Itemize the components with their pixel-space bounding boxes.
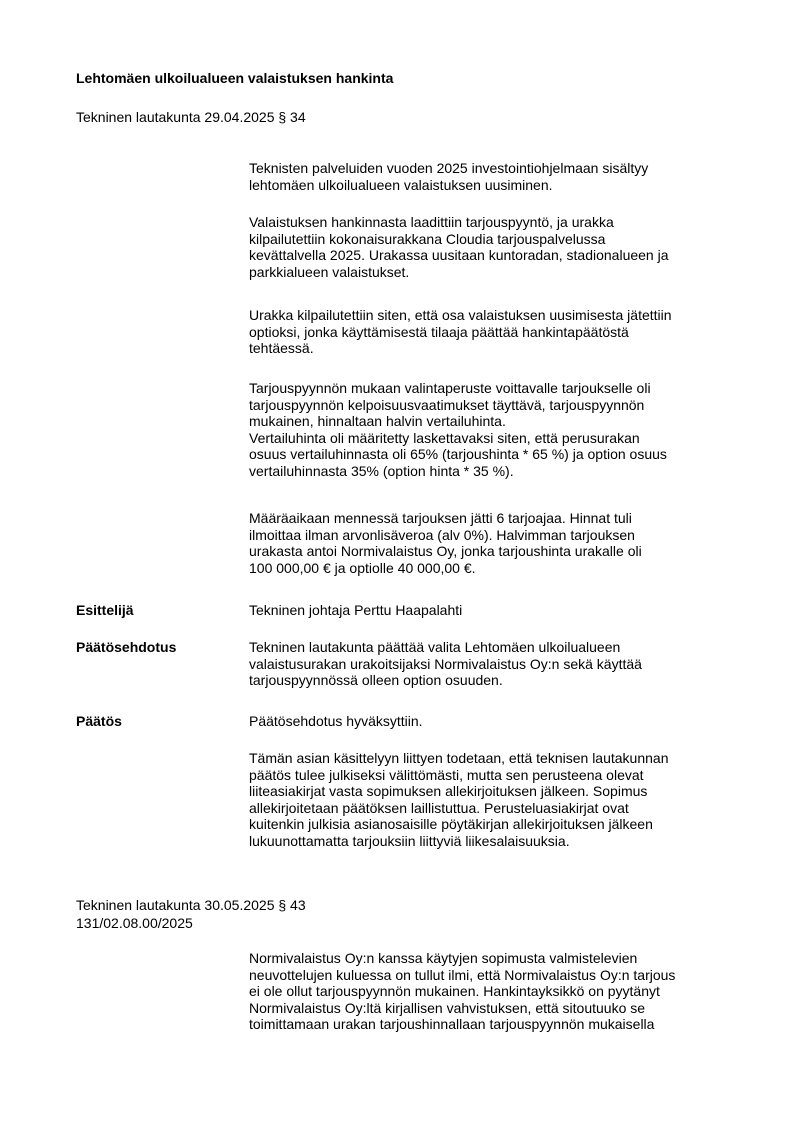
paragraph-decision-note (249, 750, 739, 849)
text-line: Tekninen lautakunta päättää valita Lehtomäen ulkoilualueen (249, 639, 621, 655)
document-title: Lehtomäen ulkoilualueen valaistuksen hankinta (76, 70, 394, 86)
paragraph-offers (249, 510, 739, 576)
meeting-header-1: Tekninen lautakunta 29.04.2025 § 34 (76, 109, 306, 125)
text-line: neuvottelujen kuluessa on tullut ilmi, että Normivalaistus Oy:n tarjous (249, 966, 676, 983)
text-line: Tarjouspyynnön mukaan valintaperuste voittavalle tarjoukselle oli (249, 380, 651, 396)
text-line: vertailuhinnasta 35% (option hinta * 35 %). (249, 462, 514, 479)
case-number: 131/02.08.00/2025 (76, 915, 193, 931)
text-line: tarjouspyynnössä olleen option osuuden. (249, 672, 503, 688)
text-line: toimittamaan urakan tarjoushinnallaan tarjouspyynnön mukaisella (249, 1016, 655, 1032)
text-line: mukainen, hinnaltaan halvin vertailuhinta. (249, 413, 506, 429)
text-line: tarjouspyynnön kelpoisuusvaatimukset täyttävä, tarjouspyynnön (249, 396, 645, 413)
text-line: lukuunottamatta tarjouksiin liittyviä liikesalaisuuksia. (249, 832, 570, 849)
text-line: parkkialueen valaistukset. (249, 263, 410, 280)
paragraph-investment (249, 160, 739, 193)
text-line: tehtäessä. (249, 340, 314, 356)
proposal-text (249, 639, 739, 689)
paragraph-criteria (249, 380, 739, 479)
text-line: Teknisten palveluiden vuoden 2025 investointiohjelmaan sisältyy (249, 160, 649, 176)
text-line: Normivalaistus Oy:n kanssa käytyjen sopimusta valmistelevien (249, 950, 638, 966)
text-line: kuitenkin julkisia asianosaisille pöytäkirjan allekirjoituksen jälkeen (249, 816, 653, 832)
text-line: lehtomäen ulkoilualueen valaistuksen uusiminen. (249, 176, 553, 193)
text-line: Tekninen johtaja Perttu Haapalahti (249, 602, 463, 618)
text-line: allekirjoitetaan päätöksen laillistuttua. Perusteluasiakirjat ovat (249, 799, 629, 816)
decision-text (249, 713, 739, 730)
presenter-label: Esittelijä (76, 602, 134, 618)
text-line: optioksi, jonka käyttämisestä tilaaja päättää hankintapäätöstä (249, 323, 629, 340)
text-line: ilmoittaa ilman arvonlisäveroa (alv 0%). Halvimman tarjouksen (249, 526, 635, 543)
paragraph-option (249, 307, 739, 357)
paragraph-procurement (249, 214, 739, 280)
text-line: Vertailuhinta oli määritetty laskettavaksi siten, että perusurakan (249, 429, 640, 446)
presenter-text (249, 602, 739, 619)
text-line: valaistusurakan urakoitsijaksi Normivalaistus Oy:n sekä käyttää (249, 655, 642, 672)
text-line: urakasta antoi Normivalaistus Oy, jonka tarjoushinta urakalle oli (249, 543, 642, 559)
text-line: päätös tulee julkiseksi välittömästi, mutta sen perusteena olevat (249, 766, 644, 783)
text-line: osuus vertailuhinnasta oli 65% (tarjoushinta * 65 %) ja option osuus (249, 446, 667, 462)
text-line: Määräaikaan mennessä tarjouksen jätti 6 tarjoajaa. Hinnat tuli (249, 510, 632, 526)
text-line: Tämän asian käsittelyyn liittyen todetaan, että teknisen lautakunnan (249, 750, 669, 766)
text-line: Valaistuksen hankinnasta laadittiin tarjouspyyntö, ja urakka (249, 214, 614, 230)
meeting-header-2: Tekninen lautakunta 30.05.2025 § 43 (76, 897, 306, 913)
paragraph-negotiations (249, 950, 739, 1033)
text-line: 100 000,00 € ja optiolle 40 000,00 €. (249, 559, 476, 576)
text-line: kilpailutettiin kokonaisurakkana Cloudia tarjouspalvelussa (249, 230, 606, 247)
text-line: ei ole ollut tarjouspyynnön mukainen. Hankintayksikkö on pyytänyt (249, 983, 660, 999)
proposal-label: Päätösehdotus (76, 639, 177, 655)
decision-label: Päätös (76, 713, 122, 729)
text-line: kevättalvella 2025. Urakassa uusitaan kuntoradan, stadionalueen ja (249, 247, 669, 263)
text-line: liiteasiakirjat vasta sopimuksen allekirjoituksen jälkeen. Sopimus (249, 783, 648, 799)
text-line: Normivalaistus Oy:ltä kirjallisen vahvistuksen, että sitoutuuko se (249, 999, 646, 1016)
text-line: Päätösehdotus hyväksyttiin. (249, 713, 423, 729)
text-line: Urakka kilpailutettiin siten, että osa valaistuksen uusimisesta jätettiin (249, 307, 672, 323)
